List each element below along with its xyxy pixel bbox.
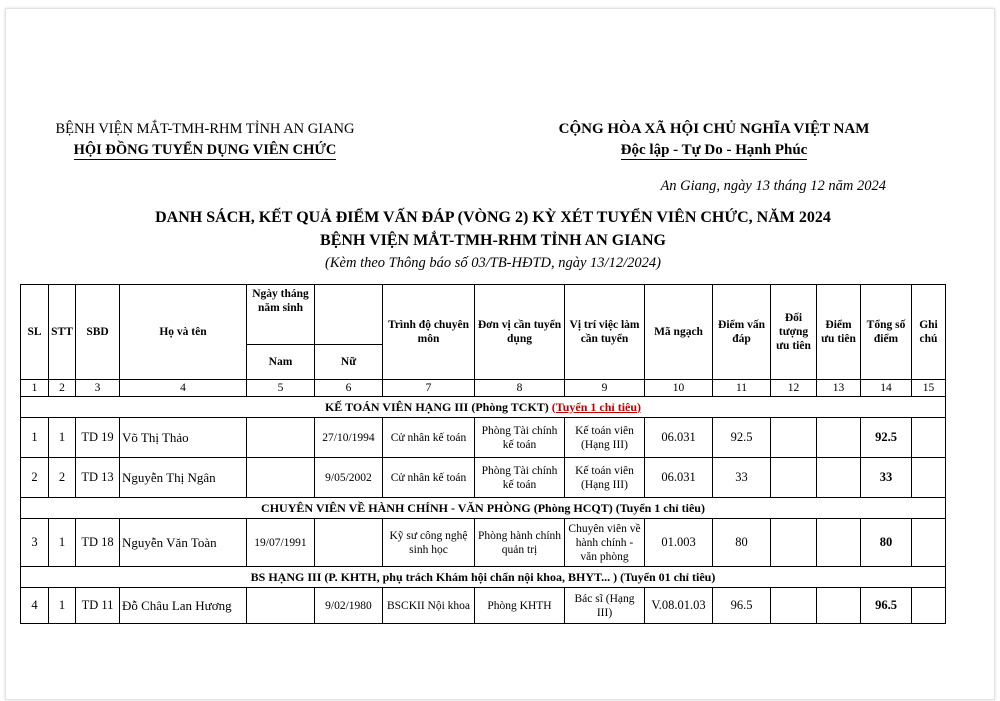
cell-priority-score	[817, 418, 861, 458]
section-row-accounting	[21, 397, 946, 418]
column-number: 1	[21, 380, 49, 397]
column-number: 5	[247, 380, 315, 397]
cell-sl: 4	[21, 588, 49, 624]
cell-stt: 1	[49, 588, 76, 624]
cell-code: V.08.01.03	[645, 588, 713, 624]
agency-name: BỆNH VIỆN MẮT-TMH-RHM TỈNH AN GIANG	[55, 121, 355, 137]
cell-score: 33	[713, 458, 771, 498]
column-number: 10	[645, 380, 713, 397]
cell-female: 27/10/1994	[315, 418, 383, 458]
cell-qualification: BSCKII Nội khoa	[383, 588, 475, 624]
cell-note	[912, 418, 946, 458]
cell-priority-subject	[771, 519, 817, 567]
header-male: Nam	[247, 345, 315, 380]
cell-position: Kế toán viên (Hạng III)	[565, 458, 645, 498]
council-name: HỘI ĐỒNG TUYỂN DỤNG VIÊN CHỨC	[73, 142, 337, 158]
table-row	[21, 458, 946, 498]
cell-priority-subject	[771, 418, 817, 458]
column-number: 4	[120, 380, 247, 397]
header-female: Nữ	[315, 345, 383, 380]
header-dob-blank	[315, 285, 383, 345]
cell-qualification: Cử nhân kế toán	[383, 458, 475, 498]
header-score: Điểm vấn đáp	[713, 285, 771, 380]
cell-sl: 2	[21, 458, 49, 498]
cell-priority-score	[817, 519, 861, 567]
cell-position: Kế toán viên (Hạng III)	[565, 418, 645, 458]
cell-unit: Phòng Tài chính kế toán	[475, 418, 565, 458]
column-number: 2	[49, 380, 76, 397]
header-sbd: SBD	[76, 285, 120, 380]
cell-score: 96.5	[713, 588, 771, 624]
cell-sbd: TD 19	[76, 418, 120, 458]
section-title: CHUYÊN VIÊN VỀ HÀNH CHÍNH - VĂN PHÒNG (Phòng HCQT) (Tuyển 1 chỉ tiêu)	[21, 498, 946, 519]
cell-name: Nguyễn Thị Ngân	[120, 458, 247, 498]
table-row	[21, 588, 946, 624]
cell-qualification: Kỹ sư công nghệ sinh học	[383, 519, 475, 567]
cell-total: 33	[861, 458, 912, 498]
header-name: Họ và tên	[120, 285, 247, 380]
section-row-doctor	[21, 567, 946, 588]
cell-note	[912, 588, 946, 624]
column-number: 15	[912, 380, 946, 397]
column-number-row	[21, 380, 946, 397]
column-number: 14	[861, 380, 912, 397]
header-unit: Đơn vị cần tuyển dụng	[475, 285, 565, 380]
table-row	[21, 418, 946, 458]
document-title: DANH SÁCH, KẾT QUẢ ĐIỂM VẤN ĐÁP (VÒNG 2) KỲ XÉT TUYỂN VIÊN CHỨC, NĂM 2024	[155, 209, 831, 226]
document-date: An Giang, ngày 13 tháng 12 năm 2024	[660, 178, 886, 194]
country-name: CỘNG HÒA XÃ HỘI CHỦ NGHĨA VIỆT NAM	[558, 121, 870, 137]
cell-position: Bác sĩ (Hạng III)	[565, 588, 645, 624]
cell-sl: 1	[21, 418, 49, 458]
motto: Độc lập - Tự Do - Hạnh Phúc	[620, 142, 808, 158]
header-qualification: Trình độ chuyên môn	[383, 285, 475, 380]
cell-unit: Phòng KHTH	[475, 588, 565, 624]
cell-position: Chuyên viên về hành chính - văn phòng	[565, 519, 645, 567]
cell-score: 80	[713, 519, 771, 567]
cell-code: 01.003	[645, 519, 713, 567]
section-row-admin	[21, 498, 946, 519]
cell-total: 80	[861, 519, 912, 567]
cell-code: 06.031	[645, 418, 713, 458]
column-number: 9	[565, 380, 645, 397]
section-title: KẾ TOÁN VIÊN HẠNG III (Phòng TCKT) (Tuyển 1 chỉ tiêu)	[21, 397, 946, 418]
cell-name: Nguyễn Văn Toàn	[120, 519, 247, 567]
document-subtitle: (Kèm theo Thông báo số 03/TB-HĐTD, ngày 13/12/2024)	[325, 255, 661, 271]
cell-priority-score	[817, 588, 861, 624]
cell-stt: 1	[49, 519, 76, 567]
header-priority-subject: Đối tượng ưu tiên	[771, 285, 817, 380]
header-position: Vị trí việc làm cần tuyển	[565, 285, 645, 380]
column-number: 13	[817, 380, 861, 397]
agency-header	[40, 119, 370, 161]
cell-male	[247, 588, 315, 624]
section-title: BS HẠNG III (P. KHTH, phụ trách Khám hội chẩn nội khoa, BHYT... ) (Tuyển 01 chỉ tiêu)	[21, 567, 946, 588]
cell-sl: 3	[21, 519, 49, 567]
column-number: 12	[771, 380, 817, 397]
cell-priority-score	[817, 458, 861, 498]
column-number: 3	[76, 380, 120, 397]
header-priority-score: Điểm ưu tiên	[817, 285, 861, 380]
header-sl: SL	[21, 285, 49, 380]
cell-qualification: Cử nhân kế toán	[383, 418, 475, 458]
column-number: 11	[713, 380, 771, 397]
cell-sbd: TD 13	[76, 458, 120, 498]
header-code: Mã ngạch	[645, 285, 713, 380]
cell-female: 9/05/2002	[315, 458, 383, 498]
table-row	[21, 519, 946, 567]
cell-unit: Phòng hành chính quản trị	[475, 519, 565, 567]
header-note: Ghi chú	[912, 285, 946, 380]
cell-male	[247, 458, 315, 498]
cell-priority-subject	[771, 458, 817, 498]
cell-total: 92.5	[861, 418, 912, 458]
column-number: 7	[383, 380, 475, 397]
column-number: 6	[315, 380, 383, 397]
cell-total: 96.5	[861, 588, 912, 624]
cell-male: 19/07/1991	[247, 519, 315, 567]
cell-female: 9/02/1980	[315, 588, 383, 624]
cell-stt: 1	[49, 418, 76, 458]
cell-sbd: TD 18	[76, 519, 120, 567]
cell-score: 92.5	[713, 418, 771, 458]
cell-priority-subject	[771, 588, 817, 624]
cell-name: Đỗ Châu Lan Hương	[120, 588, 247, 624]
section-quota: (Tuyển 1 chỉ tiêu)	[551, 399, 642, 414]
cell-female	[315, 519, 383, 567]
cell-male	[247, 418, 315, 458]
header-stt: STT	[49, 285, 76, 380]
header-dob: Ngày tháng năm sinh	[247, 285, 315, 345]
cell-code: 06.031	[645, 458, 713, 498]
cell-unit: Phòng Tài chính kế toán	[475, 458, 565, 498]
header-total: Tổng số điểm	[861, 285, 912, 380]
cell-sbd: TD 11	[76, 588, 120, 624]
document-title-hospital: BỆNH VIỆN MẮT-TMH-RHM TỈNH AN GIANG	[320, 232, 666, 249]
results-table	[20, 284, 946, 624]
cell-note	[912, 458, 946, 498]
cell-note	[912, 519, 946, 567]
column-number: 8	[475, 380, 565, 397]
cell-name: Võ Thị Thảo	[120, 418, 247, 458]
national-header	[530, 119, 898, 161]
cell-stt: 2	[49, 458, 76, 498]
